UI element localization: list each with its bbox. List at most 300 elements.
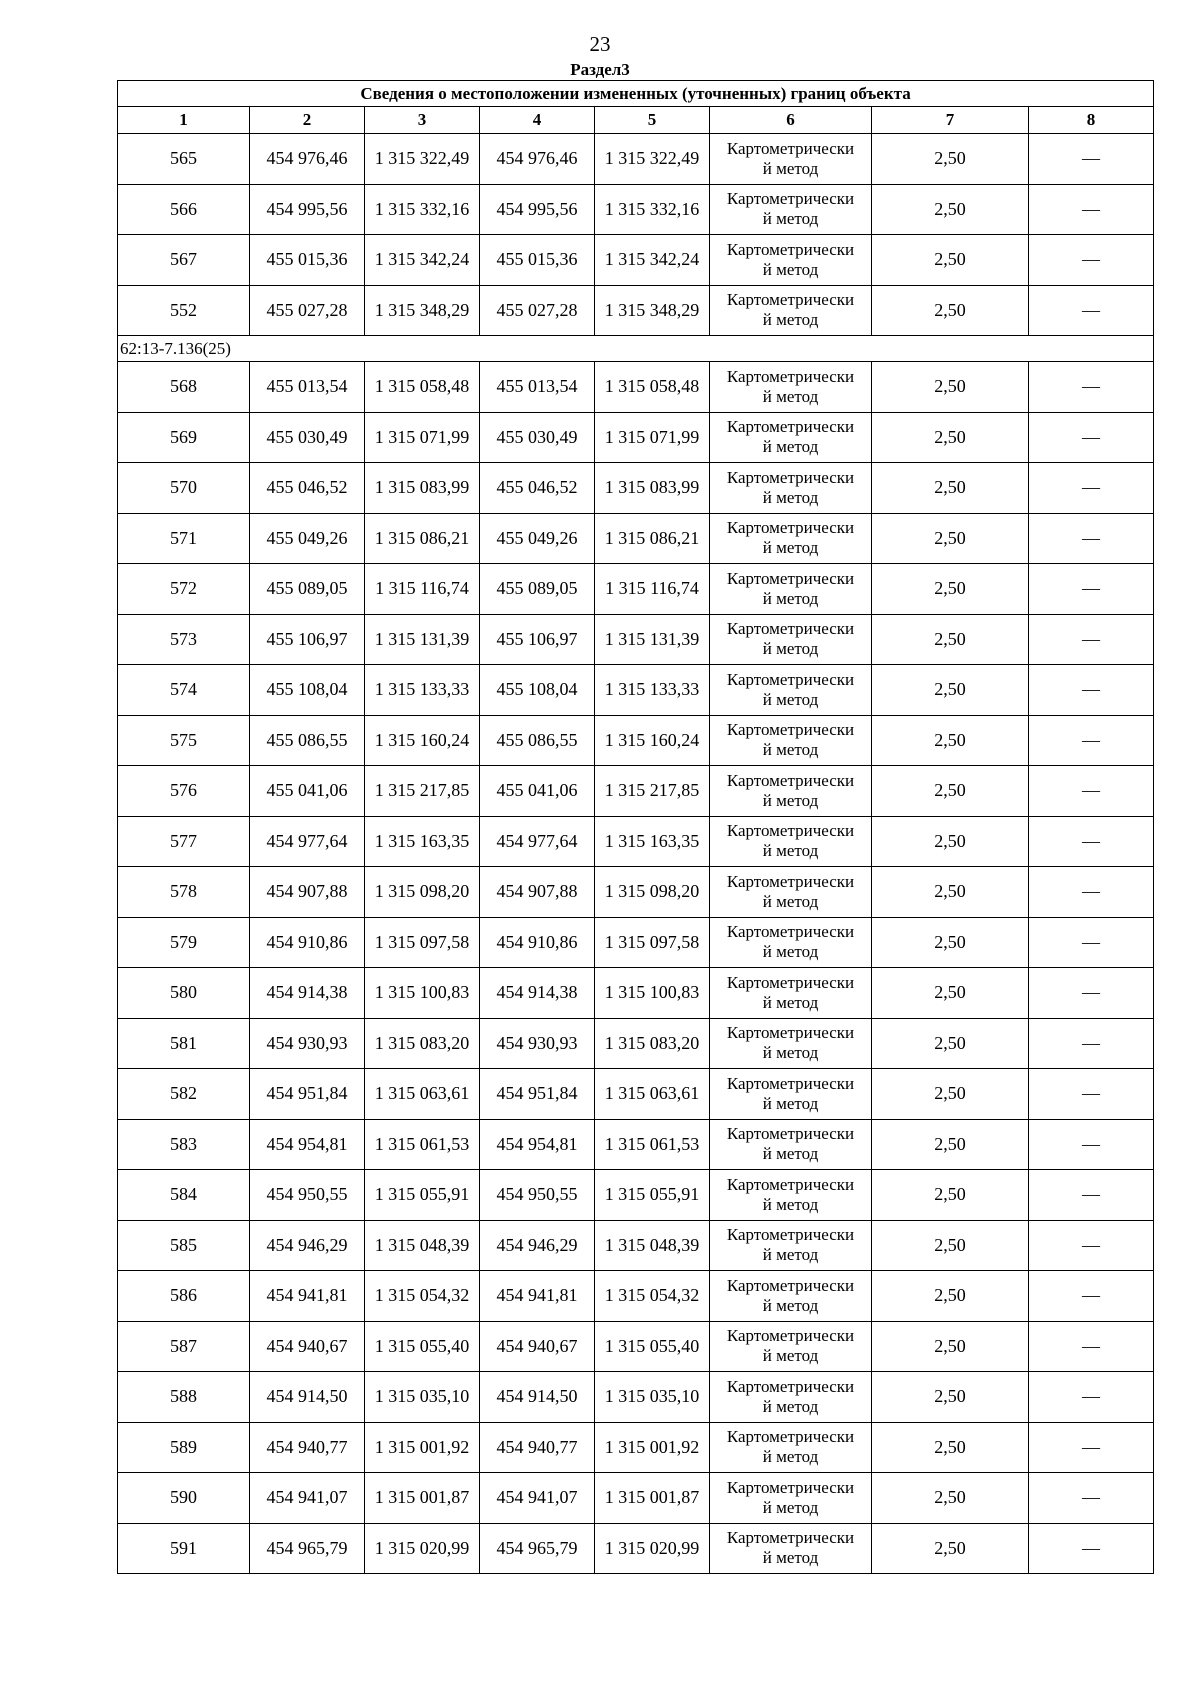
accuracy-cell: 2,50 <box>872 1069 1029 1120</box>
accuracy-cell: 2,50 <box>872 412 1029 463</box>
method-text-line-2: й метод <box>762 1447 819 1467</box>
table-row <box>118 867 1154 918</box>
method-cell <box>710 412 872 463</box>
point-number-cell: 569 <box>118 412 250 463</box>
point-number-cell: 577 <box>118 816 250 867</box>
table-row <box>118 463 1154 514</box>
point-number-cell: 591 <box>118 1523 250 1574</box>
y-existing-cell: 1 315 061,53 <box>365 1119 480 1170</box>
note-cell: — <box>1029 665 1154 716</box>
note-cell: — <box>1029 1372 1154 1423</box>
x-existing-cell: 455 013,54 <box>250 362 365 413</box>
note-cell: — <box>1029 715 1154 766</box>
point-number-cell: 565 <box>118 134 250 185</box>
y-existing-cell: 1 315 055,40 <box>365 1321 480 1372</box>
point-number-cell: 578 <box>118 867 250 918</box>
y-updated-cell: 1 315 086,21 <box>595 513 710 564</box>
method-cell <box>710 362 872 413</box>
note-cell: — <box>1029 867 1154 918</box>
point-number-cell: 588 <box>118 1372 250 1423</box>
method-text-line-2: й метод <box>762 259 819 279</box>
note-cell: — <box>1029 917 1154 968</box>
column-header: 6 <box>710 107 872 134</box>
x-existing-cell: 454 995,56 <box>250 184 365 235</box>
method-text-line-1: Картометрически <box>726 922 855 942</box>
table-row <box>118 513 1154 564</box>
table-row <box>118 766 1154 817</box>
x-existing-cell: 454 946,29 <box>250 1220 365 1271</box>
y-updated-cell: 1 315 035,10 <box>595 1372 710 1423</box>
note-cell: — <box>1029 1018 1154 1069</box>
boundary-coordinates-table <box>117 80 1154 1574</box>
method-text-line-1: Картометрически <box>726 239 855 259</box>
group-row <box>118 336 1154 362</box>
method-text-line-2: й метод <box>762 1295 819 1315</box>
table-caption: Сведения о местоположении измененных (уточненных) границ объекта <box>118 81 1154 107</box>
method-text-line-2: й метод <box>762 310 819 330</box>
table-row <box>118 134 1154 185</box>
y-existing-cell: 1 315 048,39 <box>365 1220 480 1271</box>
accuracy-cell: 2,50 <box>872 665 1029 716</box>
note-cell: — <box>1029 463 1154 514</box>
table-row <box>118 968 1154 1019</box>
method-text-line-2: й метод <box>762 740 819 760</box>
note-cell: — <box>1029 1069 1154 1120</box>
x-updated-cell: 454 941,81 <box>480 1271 595 1322</box>
x-updated-cell: 454 976,46 <box>480 134 595 185</box>
y-updated-cell: 1 315 332,16 <box>595 184 710 235</box>
point-number-cell: 583 <box>118 1119 250 1170</box>
x-updated-cell: 454 977,64 <box>480 816 595 867</box>
column-header: 3 <box>365 107 480 134</box>
column-header: 4 <box>480 107 595 134</box>
table-row <box>118 1018 1154 1069</box>
method-cell <box>710 1321 872 1372</box>
x-updated-cell: 455 041,06 <box>480 766 595 817</box>
accuracy-cell: 2,50 <box>872 867 1029 918</box>
y-existing-cell: 1 315 083,99 <box>365 463 480 514</box>
page-number: 23 <box>589 32 611 56</box>
y-updated-cell: 1 315 100,83 <box>595 968 710 1019</box>
accuracy-cell: 2,50 <box>872 235 1029 286</box>
x-existing-cell: 455 106,97 <box>250 614 365 665</box>
method-text-line-2: й метод <box>762 487 819 507</box>
note-cell: — <box>1029 1170 1154 1221</box>
note-cell: — <box>1029 1422 1154 1473</box>
x-updated-cell: 454 907,88 <box>480 867 595 918</box>
x-updated-cell: 454 965,79 <box>480 1523 595 1574</box>
accuracy-cell: 2,50 <box>872 614 1029 665</box>
method-cell <box>710 1271 872 1322</box>
y-updated-cell: 1 315 133,33 <box>595 665 710 716</box>
y-updated-cell: 1 315 054,32 <box>595 1271 710 1322</box>
y-updated-cell: 1 315 083,20 <box>595 1018 710 1069</box>
point-number-cell: 582 <box>118 1069 250 1120</box>
note-cell: — <box>1029 614 1154 665</box>
accuracy-cell: 2,50 <box>872 134 1029 185</box>
y-existing-cell: 1 315 133,33 <box>365 665 480 716</box>
accuracy-cell: 2,50 <box>872 917 1029 968</box>
note-cell: — <box>1029 564 1154 615</box>
note-cell: — <box>1029 1321 1154 1372</box>
method-cell <box>710 1473 872 1524</box>
y-updated-cell: 1 315 061,53 <box>595 1119 710 1170</box>
note-cell: — <box>1029 235 1154 286</box>
section-title: Раздел3 <box>570 60 630 79</box>
method-cell <box>710 917 872 968</box>
accuracy-cell: 2,50 <box>872 816 1029 867</box>
accuracy-cell: 2,50 <box>872 1523 1029 1574</box>
x-updated-cell: 455 089,05 <box>480 564 595 615</box>
y-existing-cell: 1 315 163,35 <box>365 816 480 867</box>
method-cell <box>710 1119 872 1170</box>
method-cell <box>710 235 872 286</box>
method-text-line-1: Картометрически <box>726 1023 855 1043</box>
x-existing-cell: 454 910,86 <box>250 917 365 968</box>
method-text-line-1: Картометрически <box>726 1376 855 1396</box>
table-row <box>118 362 1154 413</box>
x-existing-cell: 454 940,67 <box>250 1321 365 1372</box>
x-existing-cell: 454 941,81 <box>250 1271 365 1322</box>
x-updated-cell: 455 030,49 <box>480 412 595 463</box>
x-existing-cell: 455 015,36 <box>250 235 365 286</box>
method-cell <box>710 1018 872 1069</box>
y-updated-cell: 1 315 163,35 <box>595 816 710 867</box>
method-text-line-1: Картометрически <box>726 568 855 588</box>
method-text-line-2: й метод <box>762 1144 819 1164</box>
method-text-line-1: Картометрически <box>726 1073 855 1093</box>
point-number-cell: 580 <box>118 968 250 1019</box>
method-cell <box>710 665 872 716</box>
accuracy-cell: 2,50 <box>872 1271 1029 1322</box>
y-existing-cell: 1 315 071,99 <box>365 412 480 463</box>
accuracy-cell: 2,50 <box>872 362 1029 413</box>
x-updated-cell: 454 910,86 <box>480 917 595 968</box>
x-existing-cell: 454 965,79 <box>250 1523 365 1574</box>
table-row <box>118 285 1154 336</box>
x-existing-cell: 454 951,84 <box>250 1069 365 1120</box>
method-cell <box>710 968 872 1019</box>
x-updated-cell: 455 013,54 <box>480 362 595 413</box>
method-text-line-1: Картометрически <box>726 1326 855 1346</box>
column-header: 7 <box>872 107 1029 134</box>
method-text-line-1: Картометрически <box>726 972 855 992</box>
method-cell <box>710 766 872 817</box>
x-updated-cell: 454 914,38 <box>480 968 595 1019</box>
accuracy-cell: 2,50 <box>872 463 1029 514</box>
note-cell: — <box>1029 362 1154 413</box>
x-updated-cell: 455 086,55 <box>480 715 595 766</box>
note-cell: — <box>1029 134 1154 185</box>
point-number-cell: 589 <box>118 1422 250 1473</box>
accuracy-cell: 2,50 <box>872 184 1029 235</box>
method-text-line-1: Картометрически <box>726 1528 855 1548</box>
x-existing-cell: 455 108,04 <box>250 665 365 716</box>
method-text-line-1: Картометрически <box>726 467 855 487</box>
table-row <box>118 614 1154 665</box>
method-text-line-1: Картометрически <box>726 189 855 209</box>
x-existing-cell: 455 027,28 <box>250 285 365 336</box>
y-existing-cell: 1 315 342,24 <box>365 235 480 286</box>
y-updated-cell: 1 315 071,99 <box>595 412 710 463</box>
y-updated-cell: 1 315 055,91 <box>595 1170 710 1221</box>
point-number-cell: 574 <box>118 665 250 716</box>
column-header: 8 <box>1029 107 1154 134</box>
point-number-cell: 570 <box>118 463 250 514</box>
accuracy-cell: 2,50 <box>872 1018 1029 1069</box>
point-number-cell: 566 <box>118 184 250 235</box>
accuracy-cell: 2,50 <box>872 564 1029 615</box>
method-cell <box>710 1220 872 1271</box>
x-updated-cell: 454 951,84 <box>480 1069 595 1120</box>
x-existing-cell: 454 940,77 <box>250 1422 365 1473</box>
point-number-cell: 587 <box>118 1321 250 1372</box>
y-updated-cell: 1 315 001,87 <box>595 1473 710 1524</box>
y-existing-cell: 1 315 322,49 <box>365 134 480 185</box>
point-number-cell: 579 <box>118 917 250 968</box>
method-text-line-2: й метод <box>762 1497 819 1517</box>
y-existing-cell: 1 315 054,32 <box>365 1271 480 1322</box>
y-updated-cell: 1 315 348,29 <box>595 285 710 336</box>
y-updated-cell: 1 315 116,74 <box>595 564 710 615</box>
method-cell <box>710 463 872 514</box>
accuracy-cell: 2,50 <box>872 1372 1029 1423</box>
method-cell <box>710 715 872 766</box>
accuracy-cell: 2,50 <box>872 1321 1029 1372</box>
method-cell <box>710 513 872 564</box>
point-number-cell: 576 <box>118 766 250 817</box>
note-cell: — <box>1029 412 1154 463</box>
method-text-line-1: Картометрически <box>726 669 855 689</box>
point-number-cell: 581 <box>118 1018 250 1069</box>
y-existing-cell: 1 315 086,21 <box>365 513 480 564</box>
y-existing-cell: 1 315 083,20 <box>365 1018 480 1069</box>
y-existing-cell: 1 315 097,58 <box>365 917 480 968</box>
method-text-line-1: Картометрически <box>726 770 855 790</box>
x-updated-cell: 455 027,28 <box>480 285 595 336</box>
note-cell: — <box>1029 1523 1154 1574</box>
x-updated-cell: 454 995,56 <box>480 184 595 235</box>
accuracy-cell: 2,50 <box>872 1170 1029 1221</box>
y-existing-cell: 1 315 160,24 <box>365 715 480 766</box>
method-text-line-1: Картометрически <box>726 518 855 538</box>
table-row <box>118 1170 1154 1221</box>
table-row <box>118 1069 1154 1120</box>
point-number-cell: 571 <box>118 513 250 564</box>
point-number-cell: 568 <box>118 362 250 413</box>
method-text-line-1: Картометрически <box>726 619 855 639</box>
point-number-cell: 585 <box>118 1220 250 1271</box>
y-updated-cell: 1 315 322,49 <box>595 134 710 185</box>
x-updated-cell: 454 914,50 <box>480 1372 595 1423</box>
y-existing-cell: 1 315 098,20 <box>365 867 480 918</box>
method-cell <box>710 285 872 336</box>
cadastral-group-label: 62:13-7.136(25) <box>118 336 1154 362</box>
y-updated-cell: 1 315 160,24 <box>595 715 710 766</box>
y-updated-cell: 1 315 097,58 <box>595 917 710 968</box>
x-updated-cell: 455 106,97 <box>480 614 595 665</box>
table-row <box>118 665 1154 716</box>
table-row <box>118 816 1154 867</box>
point-number-cell: 573 <box>118 614 250 665</box>
table-row <box>118 235 1154 286</box>
y-existing-cell: 1 315 217,85 <box>365 766 480 817</box>
method-cell <box>710 1422 872 1473</box>
accuracy-cell: 2,50 <box>872 1422 1029 1473</box>
x-existing-cell: 455 041,06 <box>250 766 365 817</box>
point-number-cell: 575 <box>118 715 250 766</box>
column-header: 1 <box>118 107 250 134</box>
point-number-cell: 552 <box>118 285 250 336</box>
method-text-line-1: Картометрически <box>726 1427 855 1447</box>
x-updated-cell: 455 046,52 <box>480 463 595 514</box>
table-body <box>118 134 1154 1574</box>
note-cell: — <box>1029 1119 1154 1170</box>
x-updated-cell: 454 941,07 <box>480 1473 595 1524</box>
table-row <box>118 917 1154 968</box>
method-cell <box>710 614 872 665</box>
method-text-line-2: й метод <box>762 1396 819 1416</box>
method-text-line-1: Картометрически <box>726 366 855 386</box>
method-text-line-1: Картометрически <box>726 417 855 437</box>
y-updated-cell: 1 315 020,99 <box>595 1523 710 1574</box>
column-header: 2 <box>250 107 365 134</box>
table-row <box>118 1119 1154 1170</box>
note-cell: — <box>1029 285 1154 336</box>
y-updated-cell: 1 315 098,20 <box>595 867 710 918</box>
accuracy-cell: 2,50 <box>872 1119 1029 1170</box>
y-existing-cell: 1 315 116,74 <box>365 564 480 615</box>
column-header: 5 <box>595 107 710 134</box>
method-text-line-2: й метод <box>762 209 819 229</box>
y-updated-cell: 1 315 083,99 <box>595 463 710 514</box>
method-text-line-2: й метод <box>762 1346 819 1366</box>
point-number-cell: 586 <box>118 1271 250 1322</box>
x-existing-cell: 455 089,05 <box>250 564 365 615</box>
x-updated-cell: 454 930,93 <box>480 1018 595 1069</box>
method-text-line-2: й метод <box>762 1194 819 1214</box>
method-text-line-2: й метод <box>762 992 819 1012</box>
point-number-cell: 590 <box>118 1473 250 1524</box>
accuracy-cell: 2,50 <box>872 715 1029 766</box>
x-existing-cell: 454 914,50 <box>250 1372 365 1423</box>
method-cell <box>710 1170 872 1221</box>
method-text-line-1: Картометрически <box>726 1124 855 1144</box>
y-existing-cell: 1 315 055,91 <box>365 1170 480 1221</box>
method-text-line-1: Картометрически <box>726 138 855 158</box>
method-text-line-2: й метод <box>762 538 819 558</box>
y-updated-cell: 1 315 055,40 <box>595 1321 710 1372</box>
method-text-line-2: й метод <box>762 588 819 608</box>
x-existing-cell: 455 046,52 <box>250 463 365 514</box>
x-existing-cell: 454 914,38 <box>250 968 365 1019</box>
method-text-line-2: й метод <box>762 891 819 911</box>
method-text-line-2: й метод <box>762 1548 819 1568</box>
method-text-line-2: й метод <box>762 689 819 709</box>
note-cell: — <box>1029 816 1154 867</box>
y-updated-cell: 1 315 001,92 <box>595 1422 710 1473</box>
y-updated-cell: 1 315 058,48 <box>595 362 710 413</box>
x-existing-cell: 454 954,81 <box>250 1119 365 1170</box>
x-existing-cell: 455 049,26 <box>250 513 365 564</box>
method-text-line-1: Картометрически <box>726 1477 855 1497</box>
x-existing-cell: 454 941,07 <box>250 1473 365 1524</box>
x-existing-cell: 454 930,93 <box>250 1018 365 1069</box>
x-existing-cell: 454 907,88 <box>250 867 365 918</box>
y-existing-cell: 1 315 100,83 <box>365 968 480 1019</box>
y-existing-cell: 1 315 020,99 <box>365 1523 480 1574</box>
y-existing-cell: 1 315 131,39 <box>365 614 480 665</box>
x-updated-cell: 454 940,67 <box>480 1321 595 1372</box>
y-updated-cell: 1 315 131,39 <box>595 614 710 665</box>
y-existing-cell: 1 315 348,29 <box>365 285 480 336</box>
x-updated-cell: 455 108,04 <box>480 665 595 716</box>
accuracy-cell: 2,50 <box>872 513 1029 564</box>
method-text-line-1: Картометрически <box>726 1275 855 1295</box>
y-existing-cell: 1 315 035,10 <box>365 1372 480 1423</box>
x-updated-cell: 455 049,26 <box>480 513 595 564</box>
method-text-line-2: й метод <box>762 437 819 457</box>
y-updated-cell: 1 315 342,24 <box>595 235 710 286</box>
method-text-line-1: Картометрически <box>726 1225 855 1245</box>
method-text-line-2: й метод <box>762 158 819 178</box>
table-row <box>118 1321 1154 1372</box>
method-cell <box>710 1069 872 1120</box>
x-updated-cell: 454 940,77 <box>480 1422 595 1473</box>
method-text-line-2: й метод <box>762 1245 819 1265</box>
x-existing-cell: 454 950,55 <box>250 1170 365 1221</box>
note-cell: — <box>1029 968 1154 1019</box>
accuracy-cell: 2,50 <box>872 766 1029 817</box>
method-text-line-2: й метод <box>762 841 819 861</box>
table-row <box>118 1220 1154 1271</box>
method-text-line-2: й метод <box>762 790 819 810</box>
method-text-line-1: Картометрически <box>726 871 855 891</box>
x-existing-cell: 455 086,55 <box>250 715 365 766</box>
x-updated-cell: 454 950,55 <box>480 1170 595 1221</box>
x-existing-cell: 454 977,64 <box>250 816 365 867</box>
table-row <box>118 412 1154 463</box>
point-number-cell: 572 <box>118 564 250 615</box>
method-text-line-1: Картометрически <box>726 1174 855 1194</box>
table-row <box>118 715 1154 766</box>
method-cell <box>710 816 872 867</box>
table-row <box>118 564 1154 615</box>
method-text-line-2: й метод <box>762 639 819 659</box>
table-row <box>118 184 1154 235</box>
method-cell <box>710 1372 872 1423</box>
method-cell <box>710 564 872 615</box>
method-text-line-2: й метод <box>762 1093 819 1113</box>
accuracy-cell: 2,50 <box>872 1220 1029 1271</box>
x-existing-cell: 454 976,46 <box>250 134 365 185</box>
note-cell: — <box>1029 513 1154 564</box>
note-cell: — <box>1029 1473 1154 1524</box>
table-row <box>118 1271 1154 1322</box>
y-existing-cell: 1 315 063,61 <box>365 1069 480 1120</box>
table-row <box>118 1422 1154 1473</box>
method-cell <box>710 867 872 918</box>
table-row <box>118 1473 1154 1524</box>
note-cell: — <box>1029 1220 1154 1271</box>
y-existing-cell: 1 315 058,48 <box>365 362 480 413</box>
y-updated-cell: 1 315 048,39 <box>595 1220 710 1271</box>
method-text-line-1: Картометрически <box>726 821 855 841</box>
method-cell <box>710 1523 872 1574</box>
note-cell: — <box>1029 184 1154 235</box>
y-updated-cell: 1 315 217,85 <box>595 766 710 817</box>
note-cell: — <box>1029 1271 1154 1322</box>
